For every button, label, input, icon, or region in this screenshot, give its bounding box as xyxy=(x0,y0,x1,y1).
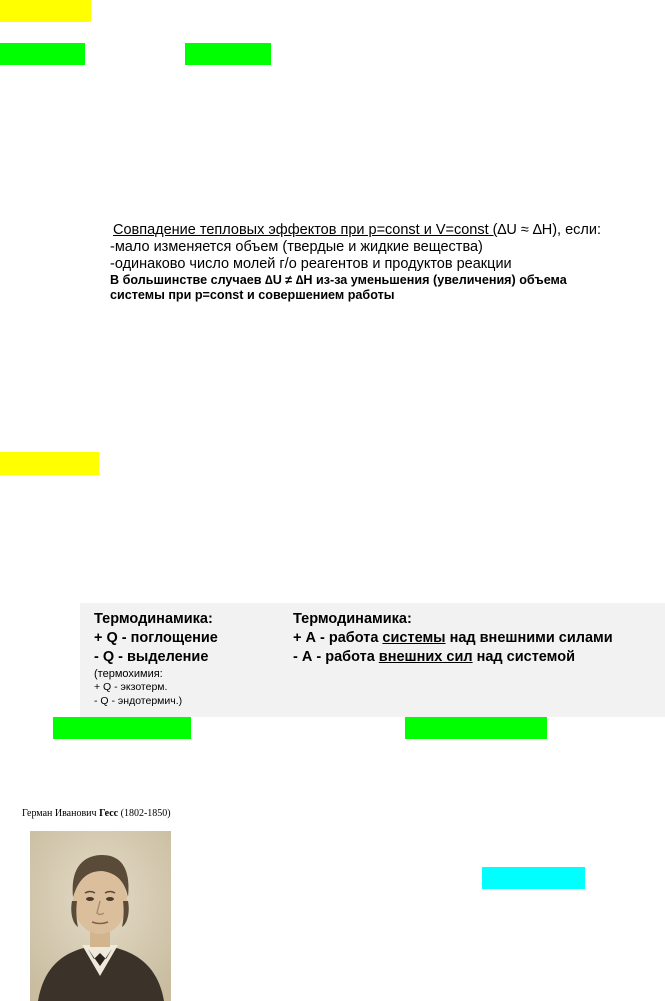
heading-end: ), если: xyxy=(552,222,602,238)
highlight-green-bottom-left xyxy=(53,717,191,739)
heat-effects-heading xyxy=(110,222,660,239)
thermodynamics-box xyxy=(80,603,665,717)
hess-portrait-image xyxy=(30,831,171,1001)
a-plus-underlined: системы xyxy=(382,630,446,646)
heat-sign-column xyxy=(94,610,218,708)
caption-surname: Гесс xyxy=(99,808,119,819)
a-plus-line xyxy=(293,629,613,648)
thermochem-note-3: - Q - эндотермич.) xyxy=(94,694,183,707)
q-plus-line: + Q - поглощение xyxy=(94,630,218,646)
condition-volume: -мало изменяется объем (твердые и жидкие вещества) xyxy=(110,239,483,255)
highlight-green-bottom-right xyxy=(405,717,547,739)
heading-formula: ∆U ≈ ∆H xyxy=(497,222,553,238)
work-sign-column xyxy=(293,610,613,667)
thermochem-note-2: + Q - экзотерм. xyxy=(94,681,168,693)
conclusion-line-2: системы при p=const и совершением работы xyxy=(110,287,395,302)
a-minus-underlined: внешних сил xyxy=(378,649,473,665)
portrait-caption xyxy=(22,808,171,819)
highlight-cyan xyxy=(482,867,585,889)
highlight-yellow-top xyxy=(0,0,91,22)
left-title: Термодинамика: xyxy=(94,611,213,627)
a-minus-pre: - А - работа xyxy=(293,649,379,665)
conclusion-line-1: В большинстве случаев ∆U ≠ ∆H из-за уменьшения (увеличения) объема xyxy=(110,273,567,287)
a-minus-line xyxy=(293,648,613,667)
thermochem-note-1: (термохимия: xyxy=(94,668,163,680)
caption-years: (1802-1850) xyxy=(118,808,171,819)
q-minus-line: - Q - выделение xyxy=(94,649,209,665)
heading-underlined: Совпадение тепловых эффектов при p=const и V=const ( xyxy=(113,222,498,238)
heat-effects-section xyxy=(110,222,660,302)
highlight-green-top-right xyxy=(185,43,271,65)
highlight-yellow-middle xyxy=(0,452,99,475)
right-title: Термодинамика: xyxy=(293,611,412,627)
a-plus-pre: + А - работа xyxy=(293,630,383,646)
a-minus-post: над системой xyxy=(472,649,575,665)
condition-moles: -одинаково число молей г/о реагентов и продуктов реакции xyxy=(110,256,512,272)
a-plus-post: над внешними силами xyxy=(445,630,613,646)
highlight-green-top-left xyxy=(0,43,85,65)
caption-name: Герман Иванович xyxy=(22,808,100,819)
